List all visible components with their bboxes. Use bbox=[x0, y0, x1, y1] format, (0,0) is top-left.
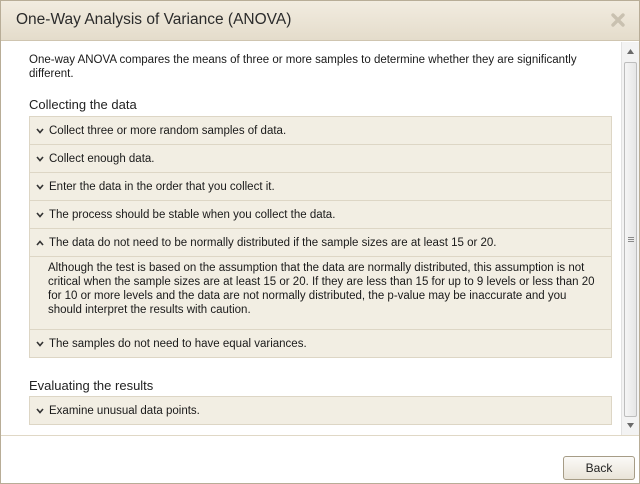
accordion-item-enough-data[interactable] bbox=[29, 144, 612, 173]
accordion-label: Collect enough data. bbox=[49, 152, 155, 165]
dialog-footer bbox=[1, 435, 639, 483]
dialog-title: One-Way Analysis of Variance (ANOVA) bbox=[16, 11, 292, 28]
content-area bbox=[1, 42, 621, 435]
back-button[interactable]: Back bbox=[563, 456, 635, 480]
accordion-header[interactable] bbox=[30, 201, 611, 228]
accordion-item-random-samples[interactable] bbox=[29, 116, 612, 145]
scroll-up-icon bbox=[627, 49, 634, 54]
section-heading-collecting: Collecting the data bbox=[29, 97, 137, 112]
intro-text: One-way ANOVA compares the means of three or more samples to determine whether they are significantly different. bbox=[29, 54, 577, 80]
chevron-up-icon bbox=[34, 237, 46, 249]
accordion-item-unusual-points[interactable] bbox=[29, 396, 612, 425]
grip-line bbox=[628, 237, 634, 238]
accordion-label: Examine unusual data points. bbox=[49, 404, 200, 417]
chevron-down-icon bbox=[34, 125, 46, 137]
grip-line bbox=[628, 239, 634, 240]
accordion-label: Enter the data in the order that you collect it. bbox=[49, 180, 275, 193]
grip-line bbox=[628, 241, 634, 242]
accordion-label: The samples do not need to have equal variances. bbox=[49, 337, 307, 350]
chevron-down-icon bbox=[34, 209, 46, 221]
accordion-item-data-order[interactable] bbox=[29, 172, 612, 201]
accordion-header[interactable] bbox=[30, 229, 611, 256]
accordion-label: Collect three or more random samples of data. bbox=[49, 124, 287, 137]
chevron-down-icon bbox=[34, 181, 46, 193]
accordion-item-normality[interactable] bbox=[29, 228, 612, 330]
close-button[interactable] bbox=[607, 9, 629, 31]
accordion-body: Although the test is based on the assumption that the data are normally distributed, this assumption is not critical when the sample sizes are at least 15 or 20. If they are less than 15 for up to 9 levels or less than 20 for 10 or more levels and the data are not normally distributed, the p-value may be inaccurate and you should interpret the results with caution. bbox=[30, 256, 611, 325]
scroll-thumb[interactable] bbox=[624, 62, 637, 417]
accordion-header[interactable] bbox=[30, 397, 611, 424]
accordion-label: The data do not need to be normally distributed if the sample sizes are at least 15 or 20. bbox=[49, 236, 497, 249]
chevron-down-icon bbox=[34, 405, 46, 417]
chevron-down-icon bbox=[34, 153, 46, 165]
title-bar bbox=[1, 1, 639, 41]
accordion-header[interactable] bbox=[30, 117, 611, 144]
scroll-down-button[interactable] bbox=[622, 417, 639, 434]
close-icon bbox=[610, 12, 626, 28]
scroll-up-button[interactable] bbox=[622, 43, 639, 60]
section-heading-evaluating: Evaluating the results bbox=[29, 378, 154, 393]
accordion-item-equal-variances[interactable] bbox=[29, 329, 612, 358]
scroll-down-icon bbox=[627, 423, 634, 428]
chevron-down-icon bbox=[34, 338, 46, 350]
accordion-label: The process should be stable when you collect the data. bbox=[49, 208, 336, 221]
accordion-header[interactable] bbox=[30, 330, 611, 357]
accordion-header[interactable] bbox=[30, 145, 611, 172]
vertical-scrollbar[interactable] bbox=[621, 42, 639, 435]
accordion-item-stable-process[interactable] bbox=[29, 200, 612, 229]
accordion-header[interactable] bbox=[30, 173, 611, 200]
